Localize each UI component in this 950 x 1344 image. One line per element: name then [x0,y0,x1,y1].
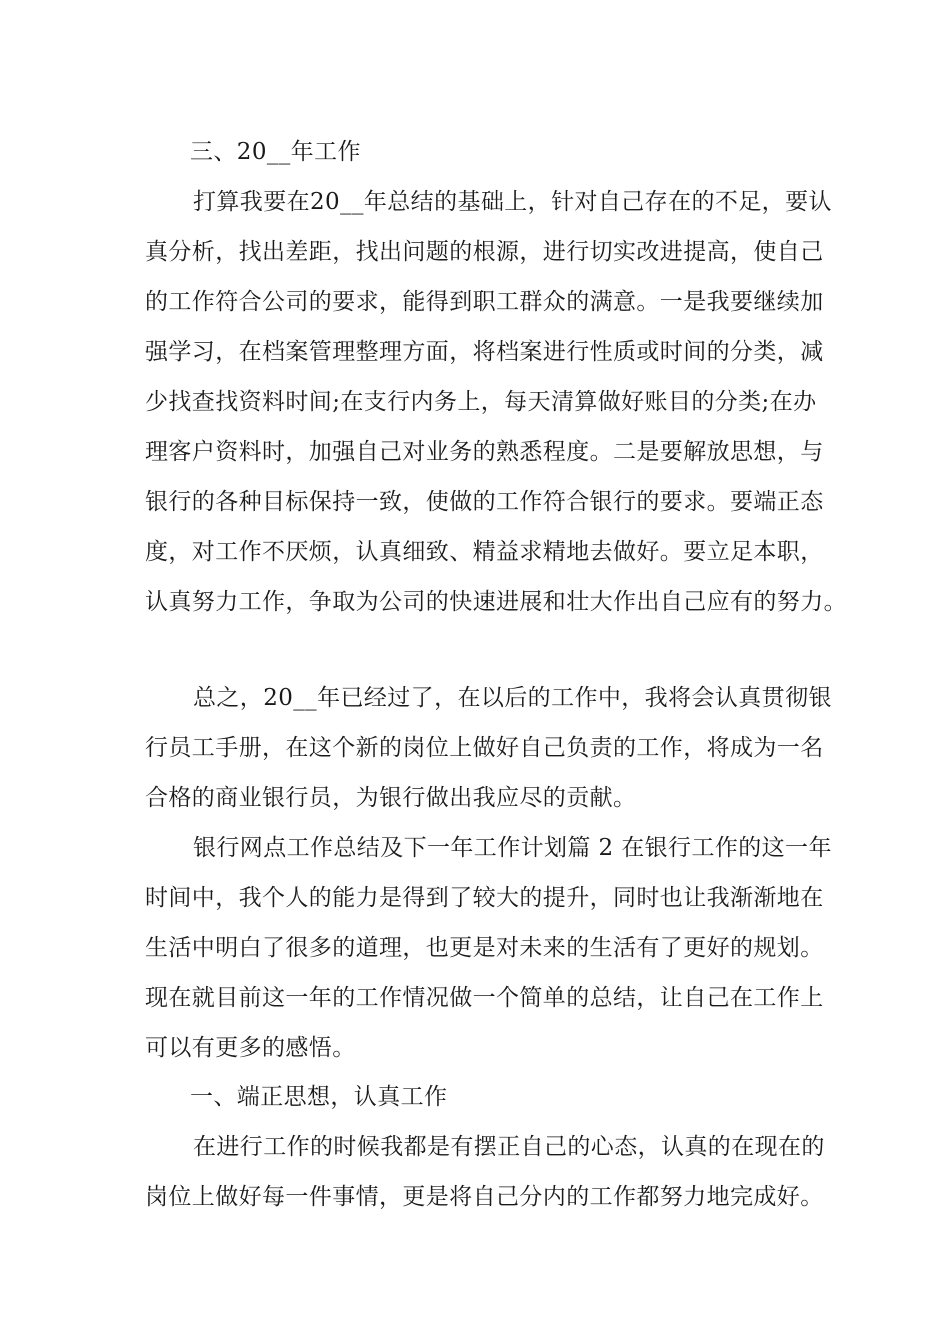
paragraph-line: 银行的各种目标保持一致，使做的工作符合银行的要求。要端正态 [145,489,824,515]
paragraph-line: 生活中明白了很多的道理，也更是对未来的生活有了更好的规划。 [145,935,824,961]
paragraph-line: 可以有更多的感悟。 [145,1035,356,1061]
paragraph-line: 打算我要在20__年总结的基础上，针对自己存在的不足，要认 [193,189,832,215]
paragraph-line: 认真努力工作，争取为公司的快速进展和壮大作出自己应有的努力。 [145,589,847,615]
paragraph-line: 岗位上做好每一件事情，更是将自己分内的工作都努力地完成好。 [145,1184,824,1210]
paragraph-line: 少找查找资料时间;在支行内务上，每天清算做好账目的分类;在办 [145,389,817,415]
paragraph-line: 时间中，我个人的能力是得到了较大的提升，同时也让我渐渐地在 [145,885,824,911]
paragraph-line: 度，对工作不厌烦，认真细致、精益求精地去做好。要立足本职， [145,539,824,565]
paragraph-line: 强学习，在档案管理整理方面，将档案进行性质或时间的分类，减 [145,339,824,365]
paragraph-line: 在进行工作的时候我都是有摆正自己的心态，认真的在现在的 [193,1134,825,1160]
paragraph-line: 合格的商业银行员，为银行做出我应尽的贡献。 [145,785,637,811]
paragraph-line: 真分析，找出差距，找出问题的根源，进行切实改进提高，使自己 [145,239,824,265]
paragraph-line: 现在就目前这一年的工作情况做一个简单的总结，让自己在工作上 [145,985,824,1011]
paragraph-line: 理客户资料时，加强自己对业务的熟悉程度。二是要解放思想，与 [145,439,824,465]
paragraph-line: 行员工手册，在这个新的岗位上做好自己负责的工作，将成为一名 [145,735,824,761]
paragraph-line: 银行网点工作总结及下一年工作计划篇 2 在银行工作的这一年 [193,835,832,861]
paragraph-line: 的工作符合公司的要求，能得到职工群众的满意。一是我要继续加 [145,289,824,315]
paragraph-line: 总之，20__年已经过了，在以后的工作中，我将会认真贯彻银 [193,685,832,711]
section-heading: 三、20__年工作 [190,139,361,165]
section-heading: 一、端正思想，认真工作 [190,1084,448,1110]
